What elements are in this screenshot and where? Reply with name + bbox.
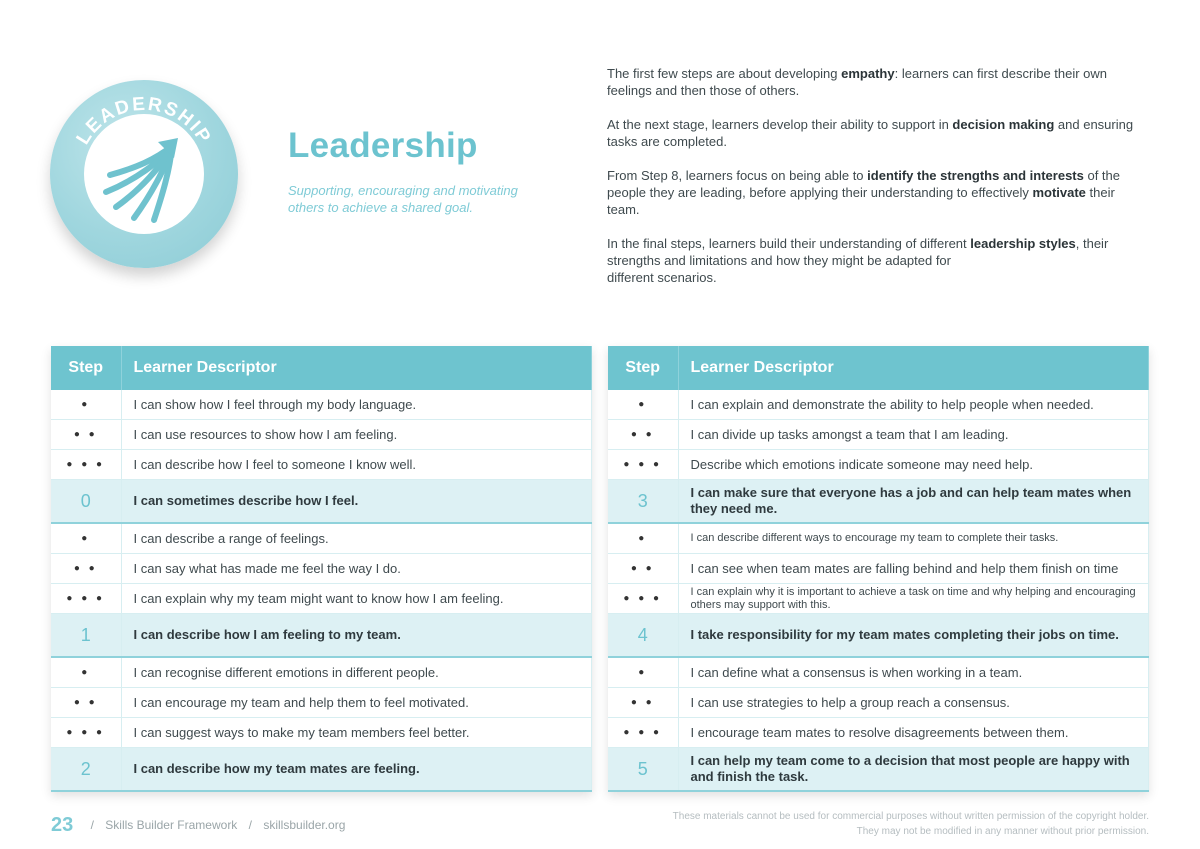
descriptor-cell: I can help my team come to a decision that most people are happy with and finish the task. bbox=[678, 748, 1149, 792]
intro-text-span: In the final steps, learners build their understanding of different bbox=[607, 236, 971, 251]
level-row bbox=[608, 748, 1149, 792]
intro-paragraph bbox=[607, 235, 1147, 286]
step-dots: ● ● bbox=[608, 420, 678, 450]
descriptor-cell: I take responsibility for my team mates completing their jobs on time. bbox=[678, 614, 1149, 658]
step-dots: ● ● ● bbox=[51, 584, 121, 614]
level-row bbox=[608, 614, 1149, 658]
table-row bbox=[608, 420, 1149, 450]
intro-keyword: identify the strengths and interests bbox=[867, 168, 1084, 183]
step-dots: ● ● ● bbox=[51, 718, 121, 748]
svg-text:LEADERSHIP bbox=[73, 94, 216, 149]
descriptor-cell: I can explain why my team might want to know how I am feeling. bbox=[121, 584, 592, 614]
table-row bbox=[51, 718, 592, 748]
level-row bbox=[608, 480, 1149, 524]
footer-separator: / bbox=[248, 818, 252, 832]
step-number: 4 bbox=[608, 614, 678, 658]
intro-text-span: The first few steps are about developing bbox=[607, 66, 842, 81]
intro-text bbox=[607, 65, 1147, 303]
descriptor-cell: I can make sure that everyone has a job and can help team mates when they need me. bbox=[678, 480, 1149, 524]
badge-label: LEADERSHIP bbox=[72, 93, 216, 149]
copyright-line: These materials cannot be used for commercial purposes without written permission of the copyright holder. bbox=[672, 811, 1149, 822]
framework-name: Skills Builder Framework bbox=[105, 818, 238, 832]
table-row bbox=[51, 420, 592, 450]
descriptor-cell: I can define what a consensus is when working in a team. bbox=[678, 657, 1149, 688]
table-row bbox=[51, 657, 592, 688]
page-number: 23 bbox=[51, 814, 74, 836]
descriptor-cell: I can show how I feel through my body language. bbox=[121, 390, 592, 420]
descriptor-cell: I can say what has made me feel the way I do. bbox=[121, 554, 592, 584]
intro-text-span: At the next stage, learners develop their ability to support in bbox=[607, 117, 953, 132]
site-link[interactable]: skillsbuilder.org bbox=[263, 818, 346, 832]
table-row bbox=[608, 450, 1149, 480]
step-number: 2 bbox=[51, 748, 121, 792]
footer bbox=[51, 814, 345, 837]
step-dots: ● bbox=[608, 657, 678, 688]
table-header-row bbox=[51, 346, 592, 390]
step-number: 1 bbox=[51, 614, 121, 658]
step-dots: ● bbox=[51, 657, 121, 688]
table-row bbox=[608, 718, 1149, 748]
step-dots: ● bbox=[51, 390, 121, 420]
intro-text-span: From Step 8, learners focus on being able to bbox=[607, 168, 868, 183]
descriptor-cell: I can describe how I feel to someone I know well. bbox=[121, 450, 592, 480]
step-dots: ● ● bbox=[51, 420, 121, 450]
step-dots: ● bbox=[608, 390, 678, 420]
intro-text-span: : learners can first describe their own feelings and then those of others. bbox=[607, 66, 1108, 98]
step-dots: ● ● ● bbox=[51, 450, 121, 480]
step-dots: ● ● ● bbox=[608, 718, 678, 748]
descriptor-cell: I can see when team mates are falling behind and help them finish on time bbox=[678, 554, 1149, 584]
page-title: Leadership bbox=[288, 126, 478, 165]
level-row bbox=[51, 748, 592, 792]
table-row bbox=[51, 523, 592, 554]
descriptor-cell: I can divide up tasks amongst a team that I am leading. bbox=[678, 420, 1149, 450]
intro-keyword: decision making bbox=[952, 117, 1055, 132]
descriptor-cell: I can describe different ways to encourage my team to complete their tasks. bbox=[678, 523, 1149, 554]
descriptor-cell: Describe which emotions indicate someone may need help. bbox=[678, 450, 1149, 480]
intro-paragraph bbox=[607, 167, 1147, 218]
descriptor-cell: I encourage team mates to resolve disagreements between them. bbox=[678, 718, 1149, 748]
table-row bbox=[51, 450, 592, 480]
intro-text-span: and ensuring tasks are completed. bbox=[607, 117, 1134, 149]
intro-paragraph bbox=[607, 65, 1147, 99]
intro-text-span: of the people they are leading, before applying their understanding to effectively bbox=[607, 168, 1120, 200]
step-number: 3 bbox=[608, 480, 678, 524]
leadership-badge bbox=[50, 80, 238, 268]
intro-paragraph bbox=[607, 116, 1147, 150]
copyright-line: They may not be modified in any manner without prior permission. bbox=[856, 826, 1149, 837]
table-row bbox=[51, 390, 592, 420]
intro-text-span: their team. bbox=[607, 185, 1115, 217]
level-row bbox=[51, 480, 592, 524]
table-row bbox=[608, 584, 1149, 614]
steps-table-right bbox=[608, 346, 1149, 792]
level-row bbox=[51, 614, 592, 658]
intro-text-span: different scenarios. bbox=[607, 270, 717, 285]
step-column-header: Step bbox=[51, 346, 121, 390]
step-dots: ● ● bbox=[608, 688, 678, 718]
descriptor-cell: I can use resources to show how I am feeling. bbox=[121, 420, 592, 450]
descriptor-cell: I can explain why it is important to achieve a task on time and why helping and encouraging others may support with this. bbox=[678, 584, 1149, 614]
step-dots: ● bbox=[608, 523, 678, 554]
intro-keyword: empathy bbox=[841, 66, 895, 81]
table-row bbox=[51, 688, 592, 718]
step-dots: ● ● bbox=[608, 554, 678, 584]
descriptor-cell: I can describe a range of feelings. bbox=[121, 523, 592, 554]
descriptor-cell: I can suggest ways to make my team members feel better. bbox=[121, 718, 592, 748]
step-dots: ● ● ● bbox=[608, 450, 678, 480]
descriptor-cell: I can sometimes describe how I feel. bbox=[121, 480, 592, 524]
descriptor-cell: I can recognise different emotions in different people. bbox=[121, 657, 592, 688]
step-dots: ● bbox=[51, 523, 121, 554]
intro-keyword: motivate bbox=[1032, 185, 1086, 200]
table-header-row bbox=[608, 346, 1149, 390]
page-subtitle: Supporting, encouraging and motivating others to achieve a shared goal. bbox=[288, 183, 518, 215]
intro-keyword: leadership styles bbox=[970, 236, 1076, 251]
intro-text-span: , their strengths and limitations and how they might be adapted for bbox=[607, 236, 1109, 268]
step-dots: ● ● bbox=[51, 688, 121, 718]
table-row bbox=[608, 554, 1149, 584]
table-row bbox=[608, 390, 1149, 420]
descriptor-cell: I can encourage my team and help them to feel motivated. bbox=[121, 688, 592, 718]
table-row bbox=[51, 584, 592, 614]
copyright-notice bbox=[609, 809, 1149, 839]
table-row bbox=[608, 523, 1149, 554]
table-row bbox=[608, 657, 1149, 688]
table-row bbox=[608, 688, 1149, 718]
table-row bbox=[51, 554, 592, 584]
descriptor-cell: I can explain and demonstrate the ability to help people when needed. bbox=[678, 390, 1149, 420]
step-column-header: Step bbox=[608, 346, 678, 390]
descriptor-cell: I can describe how I am feeling to my team. bbox=[121, 614, 592, 658]
descriptor-cell: I can describe how my team mates are feeling. bbox=[121, 748, 592, 792]
descriptor-cell: I can use strategies to help a group reach a consensus. bbox=[678, 688, 1149, 718]
step-dots: ● ● bbox=[51, 554, 121, 584]
steps-table-left bbox=[51, 346, 592, 792]
leadership-arrows-icon bbox=[50, 80, 238, 268]
step-number: 5 bbox=[608, 748, 678, 792]
step-number: 0 bbox=[51, 480, 121, 524]
descriptor-column-header: Learner Descriptor bbox=[678, 346, 1149, 390]
step-dots: ● ● ● bbox=[608, 584, 678, 614]
descriptor-column-header: Learner Descriptor bbox=[121, 346, 592, 390]
footer-separator: / bbox=[90, 818, 94, 832]
